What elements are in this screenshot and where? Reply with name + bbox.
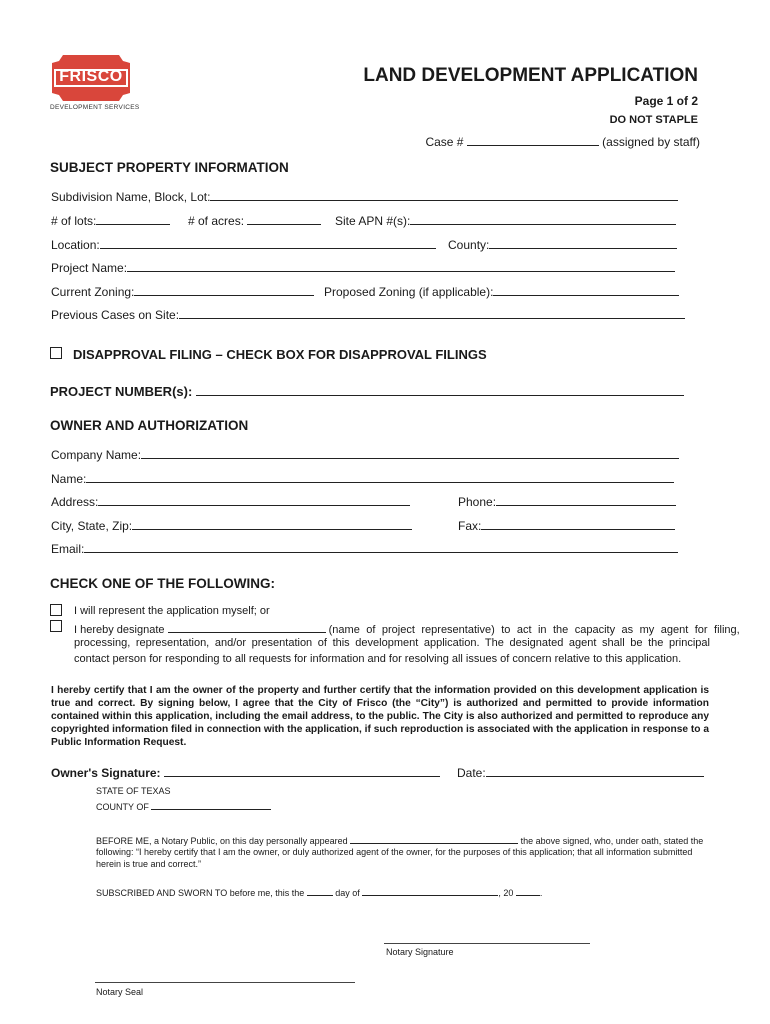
project-number-input[interactable] <box>196 383 684 396</box>
state-of-texas: STATE OF TEXAS <box>96 786 171 796</box>
notary-before-end: the above signed, who, under oath, stated the <box>520 836 704 846</box>
case-input[interactable] <box>467 133 599 146</box>
location-label: Location: <box>51 238 100 252</box>
previous-cases-field <box>51 306 685 322</box>
phone-label: Phone: <box>458 495 497 509</box>
logo-subtitle: DEVELOPMENT SERVICES <box>50 104 140 111</box>
notary-signature-line[interactable] <box>384 943 590 944</box>
designate-label-end: (name of project representative) to act in the capacity as my agent for filing, <box>328 624 740 636</box>
county-input[interactable] <box>489 236 677 249</box>
disapproval-checkbox[interactable] <box>50 347 62 359</box>
county-label: County: <box>448 238 490 252</box>
notary-before-label: BEFORE ME, a Notary Public, on this day personally appeared <box>96 836 348 846</box>
apn-label: Site APN #(s): <box>335 214 411 228</box>
company-input[interactable] <box>141 446 679 459</box>
name-field <box>51 470 674 486</box>
designate-agent-text: processing, representation, and/or presentation of this development application. The designated agent shall be the principal contact person for responding to all requests for information and for resolving all issues of concern relative to this application. <box>74 637 710 665</box>
project-name-field <box>51 259 675 275</box>
email-input[interactable] <box>84 540 678 553</box>
acres-field <box>188 212 321 228</box>
case-note: (assigned by staff) <box>602 135 700 149</box>
apn-input[interactable] <box>410 212 676 225</box>
designate-label: I hereby designate <box>74 624 165 636</box>
page-number: Page 1 of 2 <box>634 94 698 108</box>
name-label: Name: <box>51 472 87 486</box>
frisco-logo <box>48 52 140 114</box>
owner-heading: OWNER AND AUTHORIZATION <box>50 418 249 433</box>
do-not-staple: DO NOT STAPLE <box>609 114 698 126</box>
fax-field <box>458 517 675 533</box>
address-field <box>51 493 410 509</box>
fax-input[interactable] <box>481 517 675 530</box>
subdivision-input[interactable] <box>210 188 678 201</box>
sworn-line <box>96 886 542 898</box>
acres-input[interactable] <box>247 212 321 225</box>
location-field <box>51 236 436 252</box>
previous-cases-label: Previous Cases on Site: <box>51 308 180 322</box>
represent-self-label: I will represent the application myself; or <box>74 605 270 617</box>
lots-label: # of lots: <box>51 214 97 228</box>
name-input[interactable] <box>86 470 674 483</box>
certification-text: I hereby certify that I am the owner of the property and further certify that the information provided on this development application is true and correct. By signing below, I agree that the City of Frisco (the “City”) is authorized and permitted to provide information contained within this application, including the email address, to the public. The City is also authorized and permitted to reproduce any copyrighted information filed in connection with the application, if such reproduction is associated with the application in response to a Public Information Request. <box>51 685 709 748</box>
county-field <box>448 236 677 252</box>
county-of-label: COUNTY OF <box>96 802 149 812</box>
designate-agent-line <box>74 621 740 636</box>
project-name-label: Project Name: <box>51 261 128 275</box>
lots-input[interactable] <box>96 212 170 225</box>
county-of-field <box>96 800 271 812</box>
owner-signature-label: Owner's Signature: <box>51 766 161 780</box>
address-label: Address: <box>51 495 99 509</box>
owner-signature-input[interactable] <box>164 764 440 777</box>
city-label: City, State, Zip: <box>51 519 133 533</box>
subject-heading: SUBJECT PROPERTY INFORMATION <box>50 160 289 175</box>
current-zoning-label: Current Zoning: <box>51 285 135 299</box>
sworn-year-input[interactable] <box>516 886 540 896</box>
disapproval-label: DISAPPROVAL FILING – CHECK BOX FOR DISAPPROVAL FILINGS <box>73 347 487 362</box>
city-input[interactable] <box>132 517 412 530</box>
proposed-zoning-input[interactable] <box>493 283 679 296</box>
proposed-zoning-label: Proposed Zoning (if applicable): <box>324 285 494 299</box>
email-label: Email: <box>51 542 85 556</box>
current-zoning-input[interactable] <box>134 283 314 296</box>
email-field <box>51 540 678 556</box>
check-one-heading: CHECK ONE OF THE FOLLOWING: <box>50 576 275 591</box>
proposed-zoning-field <box>324 283 679 299</box>
county-of-input[interactable] <box>151 800 271 810</box>
date-input[interactable] <box>486 764 704 777</box>
sworn-label: SUBSCRIBED AND SWORN TO before me, this the <box>96 888 305 898</box>
subdivision-field <box>51 188 678 204</box>
notary-seal-label: Notary Seal <box>96 987 144 997</box>
address-input[interactable] <box>98 493 410 506</box>
city-field <box>51 517 412 533</box>
case-number-field <box>425 133 700 149</box>
company-label: Company Name: <box>51 448 142 462</box>
phone-field <box>458 493 676 509</box>
notary-seal-line[interactable] <box>95 982 355 983</box>
previous-cases-input[interactable] <box>179 306 685 319</box>
case-label: Case # <box>425 135 464 149</box>
sworn-day-of: day of <box>335 888 360 898</box>
designate-agent-checkbox[interactable] <box>50 620 62 632</box>
date-field <box>457 764 704 780</box>
company-field <box>51 446 679 462</box>
notary-before-text: following: “I hereby certify that I am the owner, or duly authorized agent of the owner, for the purposes of this application; that all information submitted herein is true and correct.” <box>96 847 693 869</box>
page-title: LAND DEVELOPMENT APPLICATION <box>363 65 698 86</box>
notary-signature-label: Notary Signature <box>386 947 454 957</box>
agent-name-input[interactable] <box>168 621 326 633</box>
project-name-input[interactable] <box>127 259 675 272</box>
sworn-day-input[interactable] <box>307 886 333 896</box>
location-input[interactable] <box>100 236 436 249</box>
phone-input[interactable] <box>496 493 676 506</box>
notary-before-line <box>96 834 710 846</box>
apn-field <box>335 212 676 228</box>
sworn-period: . <box>539 888 543 898</box>
project-number-field <box>50 383 684 399</box>
lots-field <box>51 212 170 228</box>
current-zoning-field <box>51 283 314 299</box>
subdivision-label: Subdivision Name, Block, Lot: <box>51 190 211 204</box>
owner-signature-field <box>51 764 440 780</box>
sworn-year-prefix: , 20 <box>498 888 514 898</box>
appeared-name-input[interactable] <box>350 834 518 844</box>
represent-self-checkbox[interactable] <box>50 604 62 616</box>
acres-label: # of acres: <box>188 214 245 228</box>
sworn-month-input[interactable] <box>362 886 498 896</box>
project-number-label: PROJECT NUMBER(s): <box>50 384 193 399</box>
fax-label: Fax: <box>458 519 482 533</box>
date-label: Date: <box>457 766 486 780</box>
logo-name: FRISCO <box>59 68 123 85</box>
